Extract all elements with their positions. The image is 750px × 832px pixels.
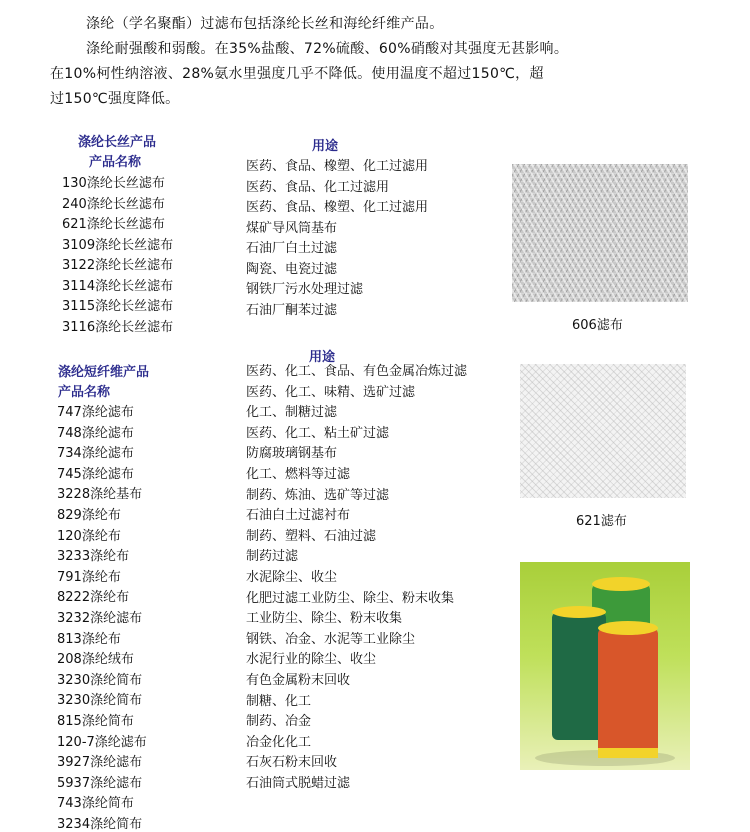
use-header-2: 用途 (309, 350, 336, 365)
product-use: 石灰石粉末回收 (246, 755, 338, 771)
product-name: 3233涤纶布 (57, 549, 130, 565)
product-name: 8222涤纶布 (57, 590, 130, 606)
product-name: 208涤纶绒布 (57, 652, 134, 668)
product-name: 3230涤纶简布 (57, 693, 143, 709)
product-use: 医药、食品、橡塑、化工过滤用 (246, 159, 429, 174)
section-title-filament: 涤纶长丝产品 (78, 135, 157, 150)
product-use: 石油厂酮苯过滤 (246, 302, 338, 318)
product-use: 制糖、化工 (246, 693, 312, 709)
product-use: 有色金属粉末回收 (246, 673, 351, 688)
thread-spools-illustration (520, 562, 690, 770)
product-use: 医药、化工、味精、选矿过滤 (246, 384, 416, 400)
intro-line-1: 涤纶（学名聚酯）过滤布包括涤纶长丝和海纶纤维产品。 (86, 16, 444, 32)
product-use: 冶金化化工 (246, 734, 312, 750)
intro-line-3: 在10%柯性纳溶液、28%氨水里强度几乎不降低。使用温度不超过150℃，超 (50, 66, 544, 82)
use-header: 用途 (312, 139, 339, 154)
product-use: 医药、食品、橡塑、化工过滤用 (246, 200, 429, 215)
product-name: 734涤纶滤布 (57, 446, 134, 462)
intro-line-4: 过150℃强度降低。 (50, 91, 180, 107)
fabric-606-image (512, 164, 688, 302)
product-name: 120-7涤纶滤布 (57, 734, 147, 750)
product-name: 3927涤纶滤布 (57, 755, 143, 771)
product-use: 石油筒式脱蜡过滤 (246, 776, 351, 791)
product-name: 3116涤纶长丝滤布 (62, 319, 174, 335)
product-name: 745涤纶滤布 (57, 466, 134, 482)
product-name: 621涤纶长丝滤布 (62, 217, 165, 232)
product-use: 制药过滤 (246, 549, 299, 565)
product-name: 3114涤纶长丝滤布 (62, 278, 174, 294)
product-name: 3230涤纶简布 (57, 672, 143, 688)
product-use: 钢铁、冶金、水泥等工业除尘 (246, 631, 416, 647)
product-use: 化肥过滤工业防尘、除尘、粉末收集 (246, 590, 455, 606)
product-name: 3232涤纶滤布 (57, 611, 143, 626)
product-use: 钢铁厂污水处理过滤 (246, 282, 364, 297)
product-name: 240涤纶长丝滤布 (62, 196, 165, 212)
product-use: 化工、制糖过滤 (246, 405, 338, 421)
name-header-2: 产品名称 (58, 385, 111, 400)
name-header: 产品名称 (89, 155, 142, 170)
product-use: 工业防尘、除尘、粉末收集 (246, 611, 403, 627)
product-name: 3234涤纶简布 (57, 817, 143, 832)
product-use: 防腐玻璃钢基布 (246, 446, 338, 462)
product-use: 制药、炼油、选矿等过滤 (246, 487, 390, 503)
product-name: 813涤纶布 (57, 631, 121, 647)
product-name: 815涤纶简布 (57, 714, 134, 729)
product-name: 747涤纶滤布 (57, 405, 134, 420)
product-name: 829涤纶布 (57, 508, 121, 523)
product-name: 3115涤纶长丝滤布 (62, 299, 174, 314)
product-use: 石油厂白土过滤 (246, 241, 338, 256)
product-use: 化工、燃料等过滤 (246, 467, 351, 482)
product-name: 3228涤纶基布 (57, 487, 143, 503)
product-use: 制药、冶金 (246, 714, 312, 730)
fabric-621-caption: 621滤布 (576, 514, 627, 529)
section-title-staple: 涤纶短纤维产品 (58, 365, 150, 380)
product-use: 制药、塑料、石油过滤 (246, 528, 377, 544)
product-name: 791涤纶布 (57, 569, 121, 585)
product-name: 3109涤纶长丝滤布 (62, 237, 174, 253)
product-name: 748涤纶滤布 (57, 425, 134, 441)
product-use: 陶瓷、电瓷过滤 (246, 261, 338, 277)
product-use: 医药、食品、化工过滤用 (246, 179, 390, 195)
product-name: 743涤纶简布 (57, 796, 134, 812)
fabric-621-image (520, 364, 686, 498)
product-use: 水泥除尘、收尘 (246, 570, 338, 585)
thread-spools-photo (520, 562, 690, 770)
product-use: 医药、化工、食品、有色金属冶炼过滤 (246, 364, 468, 379)
product-use: 水泥行业的除尘、收尘 (246, 652, 377, 668)
product-use: 石油白土过滤衬布 (246, 508, 351, 524)
product-name: 3122涤纶长丝滤布 (62, 258, 174, 273)
intro-line-2: 涤纶耐强酸和弱酸。在35%盐酸、72%硫酸、60%硝酸对其强度无甚影响。 (86, 41, 569, 57)
product-use: 医药、化工、粘土矿过滤 (246, 425, 390, 441)
fabric-606-caption: 606滤布 (572, 318, 623, 333)
product-name: 5937涤纶滤布 (57, 775, 143, 791)
product-name: 130涤纶长丝滤布 (62, 176, 165, 191)
product-name: 120涤纶布 (57, 528, 121, 544)
product-use: 煤矿导风筒基布 (246, 220, 338, 236)
